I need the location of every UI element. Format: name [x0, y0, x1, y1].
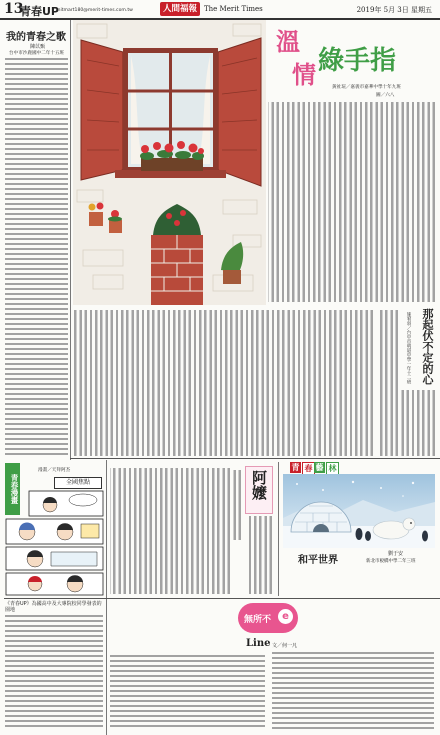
article-body-text	[110, 655, 265, 730]
section-name: 青春UP	[20, 5, 59, 18]
article-body-text	[400, 390, 435, 456]
artwork-school: 新北市板橋中學二年三班	[366, 559, 416, 564]
article-body-text	[272, 652, 434, 730]
submission-body-text	[5, 615, 103, 730]
article-title: 我的青春之歌	[6, 32, 66, 43]
art-column-tag-char: 林	[326, 462, 339, 475]
comic-strip	[5, 490, 104, 596]
column-divider	[70, 20, 71, 460]
article-author: 黃祉瑄／嘉義市嘉華中學十年九班	[332, 85, 401, 90]
article-body-text	[268, 102, 435, 302]
peace-world-painting	[283, 474, 435, 548]
newspaper-name-en: The Merit Times	[204, 5, 263, 13]
article-title: Line	[246, 638, 271, 649]
artwork-artist: 劉于安	[388, 551, 404, 557]
artwork-title: 和平世界	[298, 555, 338, 566]
e-circle-icon: e	[278, 609, 293, 624]
comic-credit: 漫畫／天拜阿杰	[38, 468, 71, 473]
article-body-text	[110, 468, 230, 594]
article-body-text	[5, 58, 68, 456]
newspaper-logo: 人間福報	[160, 2, 200, 16]
brick-pedestal	[151, 204, 203, 305]
art-column-tag-char: 藝	[315, 463, 324, 472]
article-school: 台中市沙鹿國中二年十五班	[9, 51, 65, 56]
issue-date: 2019年 5月 3日 星期五	[356, 6, 432, 14]
article-author: 文／何一凡	[272, 643, 298, 649]
title-char-1: 溫	[276, 27, 300, 56]
column-divider	[278, 462, 279, 596]
article-body-text	[73, 310, 373, 456]
section-rule	[70, 458, 440, 459]
article-author: 施宥羽／台中市明道中學一年十二班	[406, 312, 411, 384]
article-byline	[233, 470, 241, 540]
column-badge-text: 無所不	[244, 615, 272, 625]
comic-topic: 全國焦點	[54, 477, 102, 489]
page-number: 13	[4, 1, 24, 17]
article-body-text	[378, 310, 398, 456]
article-author: 陳苡甄	[30, 44, 46, 50]
illustration-credit: 圖／六八	[376, 93, 395, 98]
title-main: 綠手指	[318, 46, 397, 76]
section-rule	[106, 598, 440, 599]
comic-panel-3	[27, 550, 97, 567]
art-column-tag-char: 青	[291, 463, 300, 472]
article-title: 那起伏不定的心	[421, 308, 434, 385]
art-column-tag-char: 春	[302, 462, 315, 475]
title-char-2: 情	[292, 60, 316, 89]
section-rule	[4, 598, 106, 599]
window-flower-illustration	[73, 20, 266, 305]
section-email: mitmart180@merit-times.com.tw	[56, 8, 133, 13]
submission-lead: 《青春UP》為國高中及大專院校同學發表的園地	[5, 601, 102, 613]
article-body-text	[246, 516, 272, 594]
article-title: 阿嬤	[250, 470, 268, 500]
comic-label: 青春漫畫	[5, 463, 20, 515]
